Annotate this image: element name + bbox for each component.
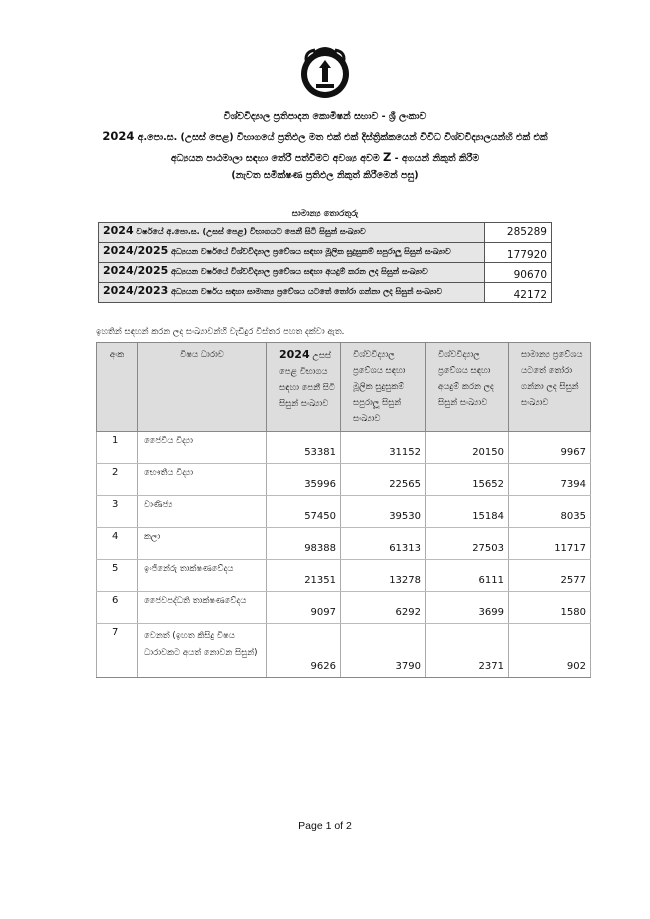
header-eligible: විශ්වවිද්‍යාල ප්‍රවේශය සඳහා මූලික සුදුසුකම් සපුරාලූ සිසුන් සංඛ්‍යාව — [341, 343, 426, 432]
title-text-1: අ.පො.ස. (උසස් පෙළ) විභාගයේ ප්‍රතිඵල මත එක් එක් දිස්ත්‍රික්කයෙන් විවිධ විශ්වවිද්‍යාලයන්හි එක් එක් — [137, 132, 548, 143]
summary-caption: සාමාන්‍ය තොරතුරු — [291, 209, 359, 219]
row-selected: 7394 — [509, 464, 591, 496]
details-header-row — [97, 343, 591, 432]
row-sat: 9097 — [267, 592, 341, 624]
row-index: 3 — [97, 496, 138, 528]
header-sat-year: 2024 — [279, 348, 310, 361]
summary-year: 2024/2025 — [103, 244, 169, 257]
row-subject: ජෛවපද්ධති තාක්ෂණවේදය — [138, 592, 267, 624]
title-z: Z — [383, 150, 392, 164]
row-eligible: 6292 — [341, 592, 426, 624]
summary-label-text: අධ්‍යයන වර්ෂයේ විශ්වවිද්‍යාල ප්‍රවේශය සඳහා අයදුම් කරන ලද සිසුන් සංඛ්‍යාව — [171, 267, 428, 276]
row-sat: 35996 — [267, 464, 341, 496]
row-sat: 57450 — [267, 496, 341, 528]
row-applied: 20150 — [426, 432, 509, 464]
header-sat-text: උසස් පෙළ විභාගය සඳහා පෙනී සිටි සිසුන් සංඛ්‍යාව — [279, 351, 336, 409]
row-applied: 3699 — [426, 592, 509, 624]
header-subject: විෂය ධාරාව — [138, 343, 267, 432]
row-selected: 8035 — [509, 496, 591, 528]
summary-row — [99, 263, 552, 283]
row-subject: ඉංජිනේරු තාක්ෂණවේදය — [138, 560, 267, 592]
row-index: 1 — [97, 432, 138, 464]
row-subject: ජෛවීය විද්‍යා — [138, 432, 267, 464]
row-selected: 902 — [509, 624, 591, 678]
header-index: අංක — [97, 343, 138, 432]
row-subject: වාණිජ්‍ය — [138, 496, 267, 528]
row-applied: 15652 — [426, 464, 509, 496]
details-caption: ඉහතින් සඳහන් කරන ලද සංඛ්‍යාවන්හි වැඩිදුර විස්තර පහත දක්වා ඇත. — [96, 327, 345, 337]
page-number: Page 1 of 2 — [298, 820, 352, 832]
row-applied: 27503 — [426, 528, 509, 560]
summary-label — [99, 263, 485, 283]
row-eligible: 13278 — [341, 560, 426, 592]
summary-year: 2024 — [103, 224, 134, 237]
row-subject: භෞතීය විද්‍යා — [138, 464, 267, 496]
title-text-2a: අධ්‍යයන පාඨමාලා සඳහා තේරී පත්වීමට අවශ්‍ය අවම — [170, 153, 384, 164]
row-eligible: 3790 — [341, 624, 426, 678]
summary-label-text: අධ්‍යයන වර්ෂය සඳහා සාමාන්‍ය ප්‍රවේශය යටතේ තෝරා ගන්නා ලද සිසුන් සංඛ්‍යාව — [171, 287, 443, 296]
header-applied: විශ්වවිද්‍යාල ප්‍රවේශය සඳහා අයදුම් කරන ලද සිසුන් සංඛ්‍යාව — [426, 343, 509, 432]
details-table — [96, 342, 591, 678]
summary-value: 285289 — [484, 223, 552, 243]
summary-value: 177920 — [484, 243, 552, 263]
organization-name: විශ්වවිද්‍යාල ප්‍රතිපාදන කොමිෂන් සභාව - ශ්‍රී ලංකාව — [223, 111, 427, 122]
title-text-2b: - අගයන් නිකුත් කිරීම — [391, 153, 480, 164]
table-row — [97, 464, 591, 496]
table-row — [97, 592, 591, 624]
row-sat: 53381 — [267, 432, 341, 464]
summary-value: 42172 — [484, 283, 552, 303]
row-eligible: 22565 — [341, 464, 426, 496]
row-selected: 9967 — [509, 432, 591, 464]
table-row — [97, 432, 591, 464]
table-row — [97, 624, 591, 678]
row-index: 5 — [97, 560, 138, 592]
row-selected: 2577 — [509, 560, 591, 592]
table-row — [97, 528, 591, 560]
row-eligible: 31152 — [341, 432, 426, 464]
row-sat: 21351 — [267, 560, 341, 592]
row-sat: 9626 — [267, 624, 341, 678]
document-title-line-3: (නැවත සමීක්ෂණ ප්‍රතිඵල නිකුත් කිරීමෙන් පසු) — [231, 170, 419, 181]
summary-row — [99, 223, 552, 243]
row-index: 6 — [97, 592, 138, 624]
row-selected: 11717 — [509, 528, 591, 560]
header-selected: සාමාන්‍ය ප්‍රවේශය යටතේ තෝරා ගන්නා ලද සිසුන් සංඛ්‍යාව — [509, 343, 591, 432]
row-index: 4 — [97, 528, 138, 560]
row-applied: 2371 — [426, 624, 509, 678]
summary-label — [99, 223, 485, 243]
row-subject: කලා — [138, 528, 267, 560]
row-subject: වෙනත් (ඉහත කිසිදු විෂය ධාරාවකට අයත් නොවන සිසුන්) — [138, 624, 267, 678]
summary-label — [99, 243, 485, 263]
summary-year: 2024/2023 — [103, 284, 169, 297]
row-selected: 1580 — [509, 592, 591, 624]
document-title-line-2 — [40, 150, 610, 164]
university-grants-commission-emblem — [295, 42, 355, 102]
table-row — [97, 560, 591, 592]
summary-label-text: අධ්‍යයන වර්ෂයේ විශ්වවිද්‍යාල ප්‍රවේශය සඳහා මූලික සුදුසුකම් සපුරාලූ සිසුන් සංඛ්‍යාව — [171, 247, 451, 256]
row-eligible: 61313 — [341, 528, 426, 560]
summary-label-text: වර්ෂයේ අ.පො.ස. (උසස් පෙළ) විභාගයට පෙනී සිටි සිසුන් සංඛ්‍යාව — [136, 227, 366, 236]
row-index: 2 — [97, 464, 138, 496]
header-sat — [267, 343, 341, 432]
summary-label — [99, 283, 485, 303]
summary-row — [99, 243, 552, 263]
row-applied: 6111 — [426, 560, 509, 592]
summary-row — [99, 283, 552, 303]
title-year: 2024 — [102, 129, 135, 143]
table-row — [97, 496, 591, 528]
summary-table — [98, 222, 552, 303]
summary-year: 2024/2025 — [103, 264, 169, 277]
row-sat: 98388 — [267, 528, 341, 560]
document-title-line-1 — [40, 129, 610, 143]
summary-value: 90670 — [484, 263, 552, 283]
row-applied: 15184 — [426, 496, 509, 528]
row-index: 7 — [97, 624, 138, 678]
row-eligible: 39530 — [341, 496, 426, 528]
